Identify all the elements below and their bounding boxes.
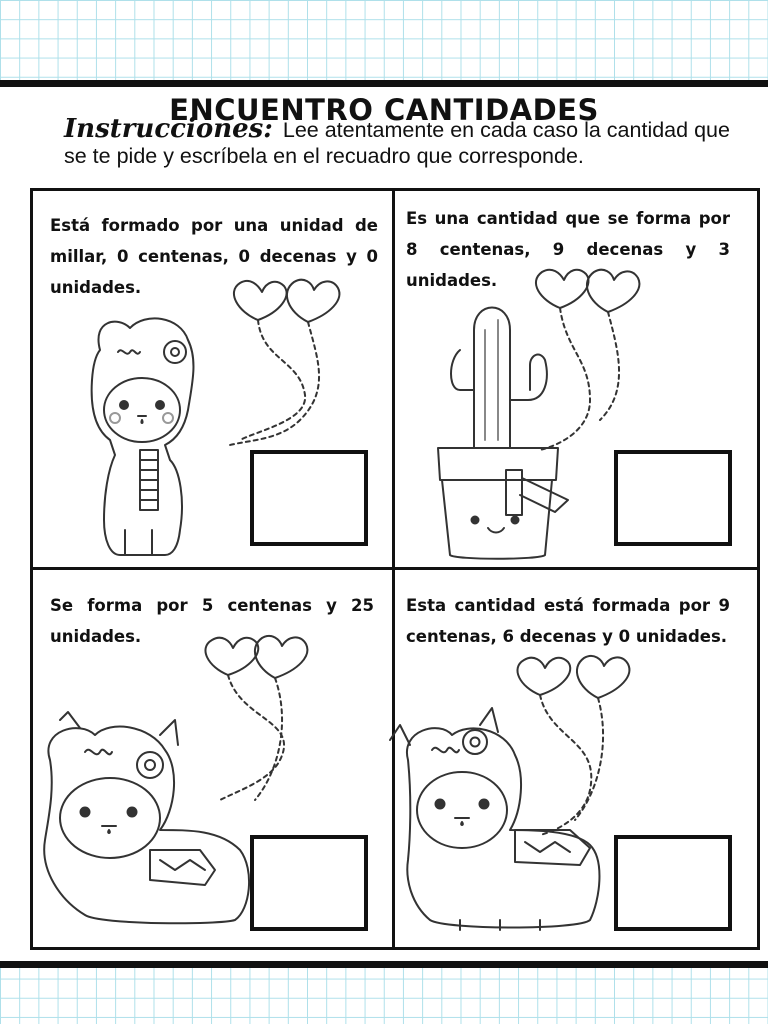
card-4-prompt: Esta cantidad está formada por 9 centenas, 6 decenas y 0 unidades. — [406, 596, 730, 646]
instructions-text: Lee atentamente en cada caso la cantidad que se te pide y escríbela en el recuadro que corresponde. — [64, 118, 730, 168]
instructions-label: Instrucciones: — [64, 114, 273, 144]
heart-balloons-icon — [517, 656, 629, 835]
heart-balloons-icon — [536, 270, 639, 450]
llama-lying-icon — [44, 712, 249, 923]
answer-box-3[interactable] — [250, 835, 368, 931]
heart-balloons-icon — [230, 280, 339, 445]
card-1-prompt: Está formado por una unidad de millar, 0 centenas, 0 decenas y 0 unidades. — [50, 216, 378, 297]
card-3-prompt: Se forma por 5 centenas y 25 unidades. — [50, 596, 374, 646]
answer-box-1[interactable] — [250, 450, 368, 546]
heart-balloons-icon — [205, 636, 307, 800]
answer-box-4[interactable] — [614, 835, 732, 931]
llama-sitting-icon — [390, 708, 599, 930]
llama-standing-icon — [92, 318, 194, 555]
cactus-pot-icon — [438, 308, 568, 559]
answer-box-2[interactable] — [614, 450, 732, 546]
card-2-prompt: Es una cantidad que se forma por 8 centenas, 9 decenas y 3 unidades. — [406, 209, 730, 290]
page-title: ENCUENTRO CANTIDADES — [169, 93, 599, 127]
